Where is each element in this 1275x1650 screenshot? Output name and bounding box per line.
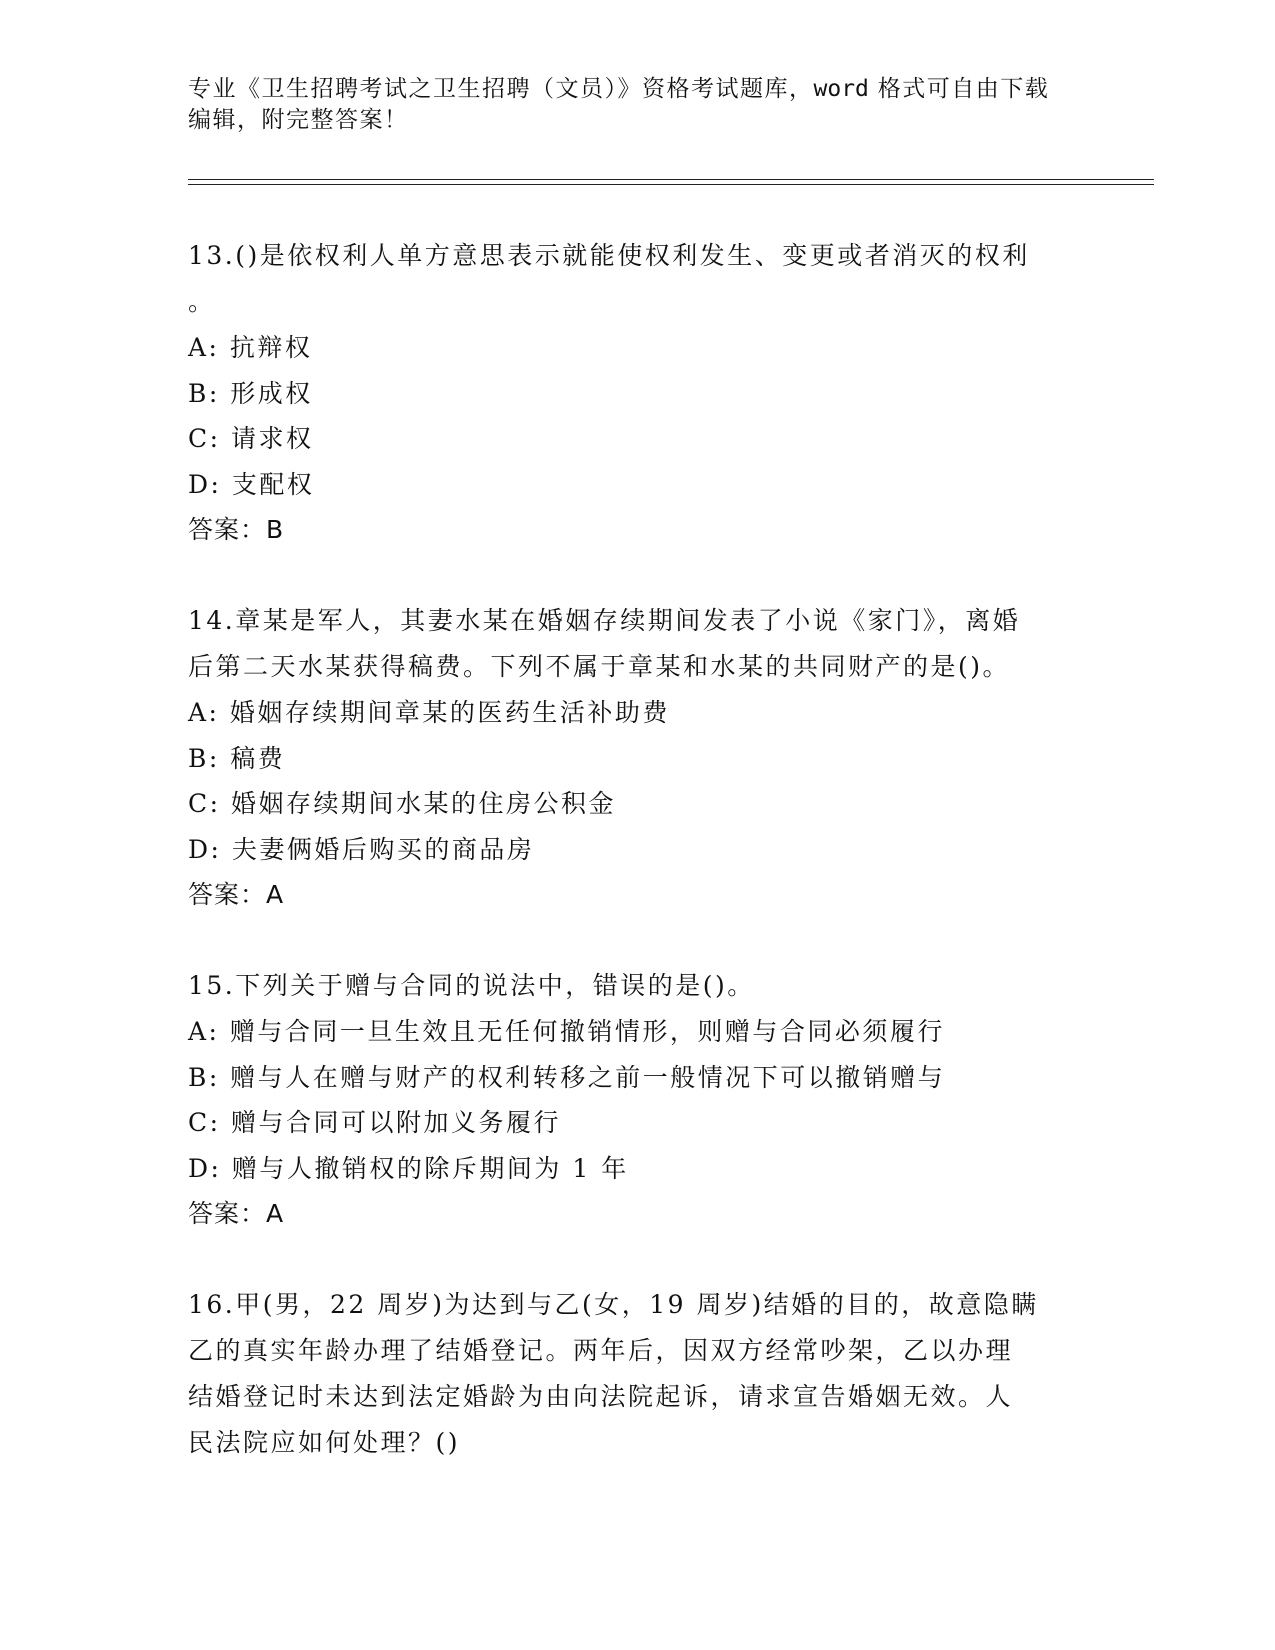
header-line-1-prefix: 专业《卫生招聘考试之卫生招聘（文员）》资格考试题库，	[188, 76, 814, 102]
question-text-line: 后第二天水某获得稿费。下列不属于章某和水某的共同财产的是()。	[188, 652, 1011, 681]
question-16	[188, 1282, 1088, 1466]
document-header	[188, 74, 1068, 136]
option-d: D: 夫妻俩婚后购买的商品房	[188, 834, 535, 864]
option-c: C: 请求权	[188, 424, 314, 453]
question-15	[188, 963, 1088, 1237]
option-c: C: 婚姻存续期间水某的住房公积金	[188, 789, 616, 818]
option-a: A: 赠与合同一旦生效且无任何撤销情形，则赠与合同必须履行	[188, 1017, 945, 1046]
option-a: A: 婚姻存续期间章某的医药生活补助费	[188, 698, 670, 727]
question-text-line: 民法院应如何处理？()	[188, 1428, 461, 1457]
option-c: C: 赠与合同可以附加义务履行	[188, 1108, 561, 1137]
question-text-line: 15.下列关于赠与合同的说法中，错误的是()。	[188, 971, 755, 1000]
header-divider-top	[188, 179, 1154, 180]
option-b: B: 形成权	[188, 378, 313, 408]
header-word-format: word	[813, 76, 869, 102]
option-d: D: 赠与人撤销权的除斥期间为 1 年	[188, 1153, 629, 1183]
question-14	[188, 598, 1088, 918]
header-line-1-suffix: 格式可自由下载	[868, 76, 1050, 102]
question-text-line: 结婚登记时未达到法定婚龄为由向法院起诉，请求宣告婚姻无效。人	[188, 1382, 1014, 1411]
answer-label: 答案：A	[188, 880, 285, 909]
option-b: B: 赠与人在赠与财产的权利转移之前一般情况下可以撤销赠与	[188, 1062, 946, 1092]
question-13	[188, 233, 1088, 553]
question-text-line: 13.()是依权利人单方意思表示就能使权利发生、变更或者消灭的权利	[188, 241, 1030, 270]
header-divider-bottom	[188, 184, 1154, 185]
answer-label: 答案：A	[188, 1199, 285, 1228]
answer-label: 答案：B	[188, 515, 285, 544]
question-text-line: 14.章某是军人，其妻水某在婚姻存续期间发表了小说《家门》，离婚	[188, 606, 1021, 635]
question-text-line: 乙的真实年龄办理了结婚登记。两年后，因双方经常吵架，乙以办理	[188, 1336, 1014, 1365]
question-text-line: 16.甲(男，22 周岁)为达到与乙(女，19 周岁)结婚的目的，故意隐瞒	[188, 1290, 1039, 1319]
option-b: B: 稿费	[188, 743, 286, 773]
option-a: A: 抗辩权	[188, 333, 313, 362]
question-text-line: 。	[188, 287, 216, 316]
option-d: D: 支配权	[188, 469, 315, 499]
header-line-2: 编辑，附完整答案！	[188, 107, 409, 133]
header-line-1	[188, 74, 1068, 105]
